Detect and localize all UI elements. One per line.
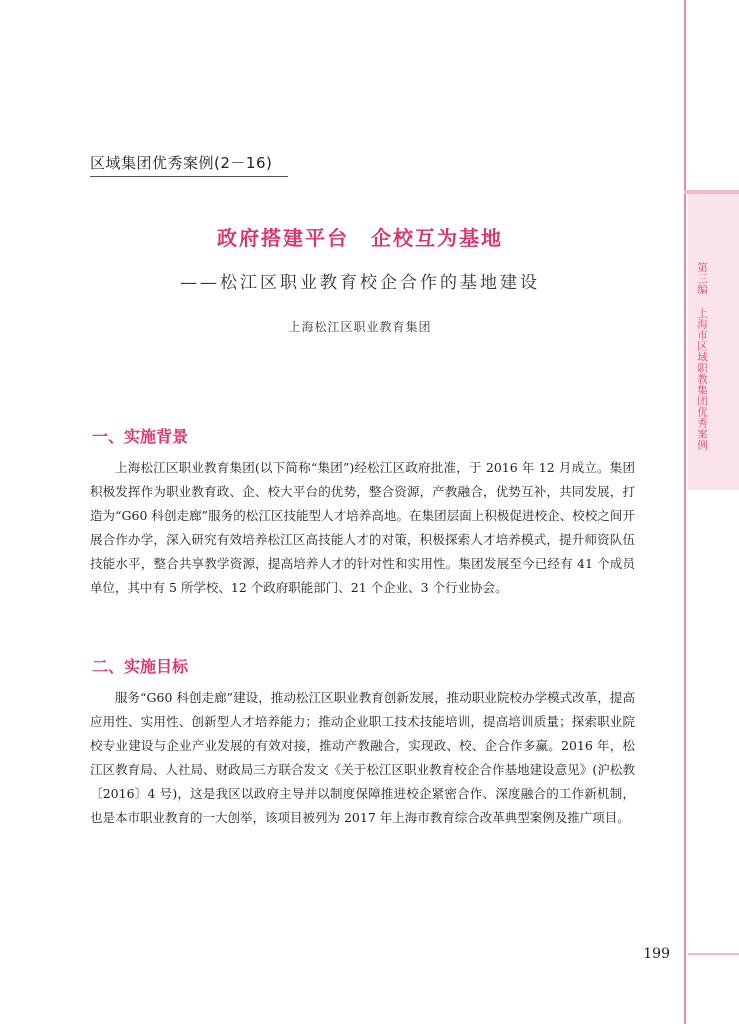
article-title: 政府搭建平台 企校互为基地 — [217, 226, 503, 250]
running-header: 区域集团优秀案例(2－16) — [90, 154, 273, 172]
header-underline — [90, 176, 288, 177]
side-tab-footer-bar — [688, 953, 739, 955]
article-subtitle: ——松江区职业教育校企合作的基地建设 — [180, 273, 540, 293]
margin-rule — [684, 0, 686, 1024]
article-author: 上海松江区职业教育集团 — [288, 320, 432, 334]
side-tab-top-bar — [684, 190, 739, 194]
side-tab-part: 第三编 — [696, 262, 708, 295]
section-body-background — [90, 456, 635, 600]
section-heading-background: 一、实施背景 — [92, 427, 189, 446]
paragraph: 服务“G60 科创走廊”建设，推动松江区职业教育创新发展，推动职业院校办学模式改革，提高应用性、实用性、创新型人才培养能力；推动企业职工技术技能培训，提高培训质量；探索职业院校专业建设与企业产业发展的有效对接，推动产教融合，实现政、校、企合作多赢。2016 年，松江区教育局、人社局、财政局三方联合发文《关于松江区职业教育校企合作基地建设意见》(沪松教〔2016〕4 号)，这是我区以政府主导并以制度保障推进校企紧密合作、深度融合的工作新机制，也是本市职业教育的一大创举，该项目被列为 2017 年上海市教育综合改革典型案例及推广项目。 — [90, 690, 635, 825]
section-heading-goals: 二、实施目标 — [92, 657, 189, 676]
paragraph: 上海松江区职业教育集团(以下简称“集团”)经松江区政府批准，于 2016 年 12 月成立。集团积极发挥作为职业教育政、企、校大平台的优势，整合资源，产教融合，优势互补，共同发展，打造为“G60 科创走廊”服务的松江区技能型人才培养高地。在集团层面上积极促进校企、校校之间开展合作办学，深入研究有效培养松江区高技能人才的对策，积极探索人才培养模式，提升师资队伍技能水平，整合共享教学资源，提高培养人才的针对性和实用性。集团发展至今已经有 41 个成员单位，其中有 5 所学校、12 个政府职能部门、21 个企业、3 个行业协会。 — [90, 460, 635, 595]
section-body-goals — [90, 686, 635, 830]
side-tab-title: 上海市区域职教集团优秀案例 — [696, 307, 708, 451]
page-number: 199 — [643, 946, 670, 962]
